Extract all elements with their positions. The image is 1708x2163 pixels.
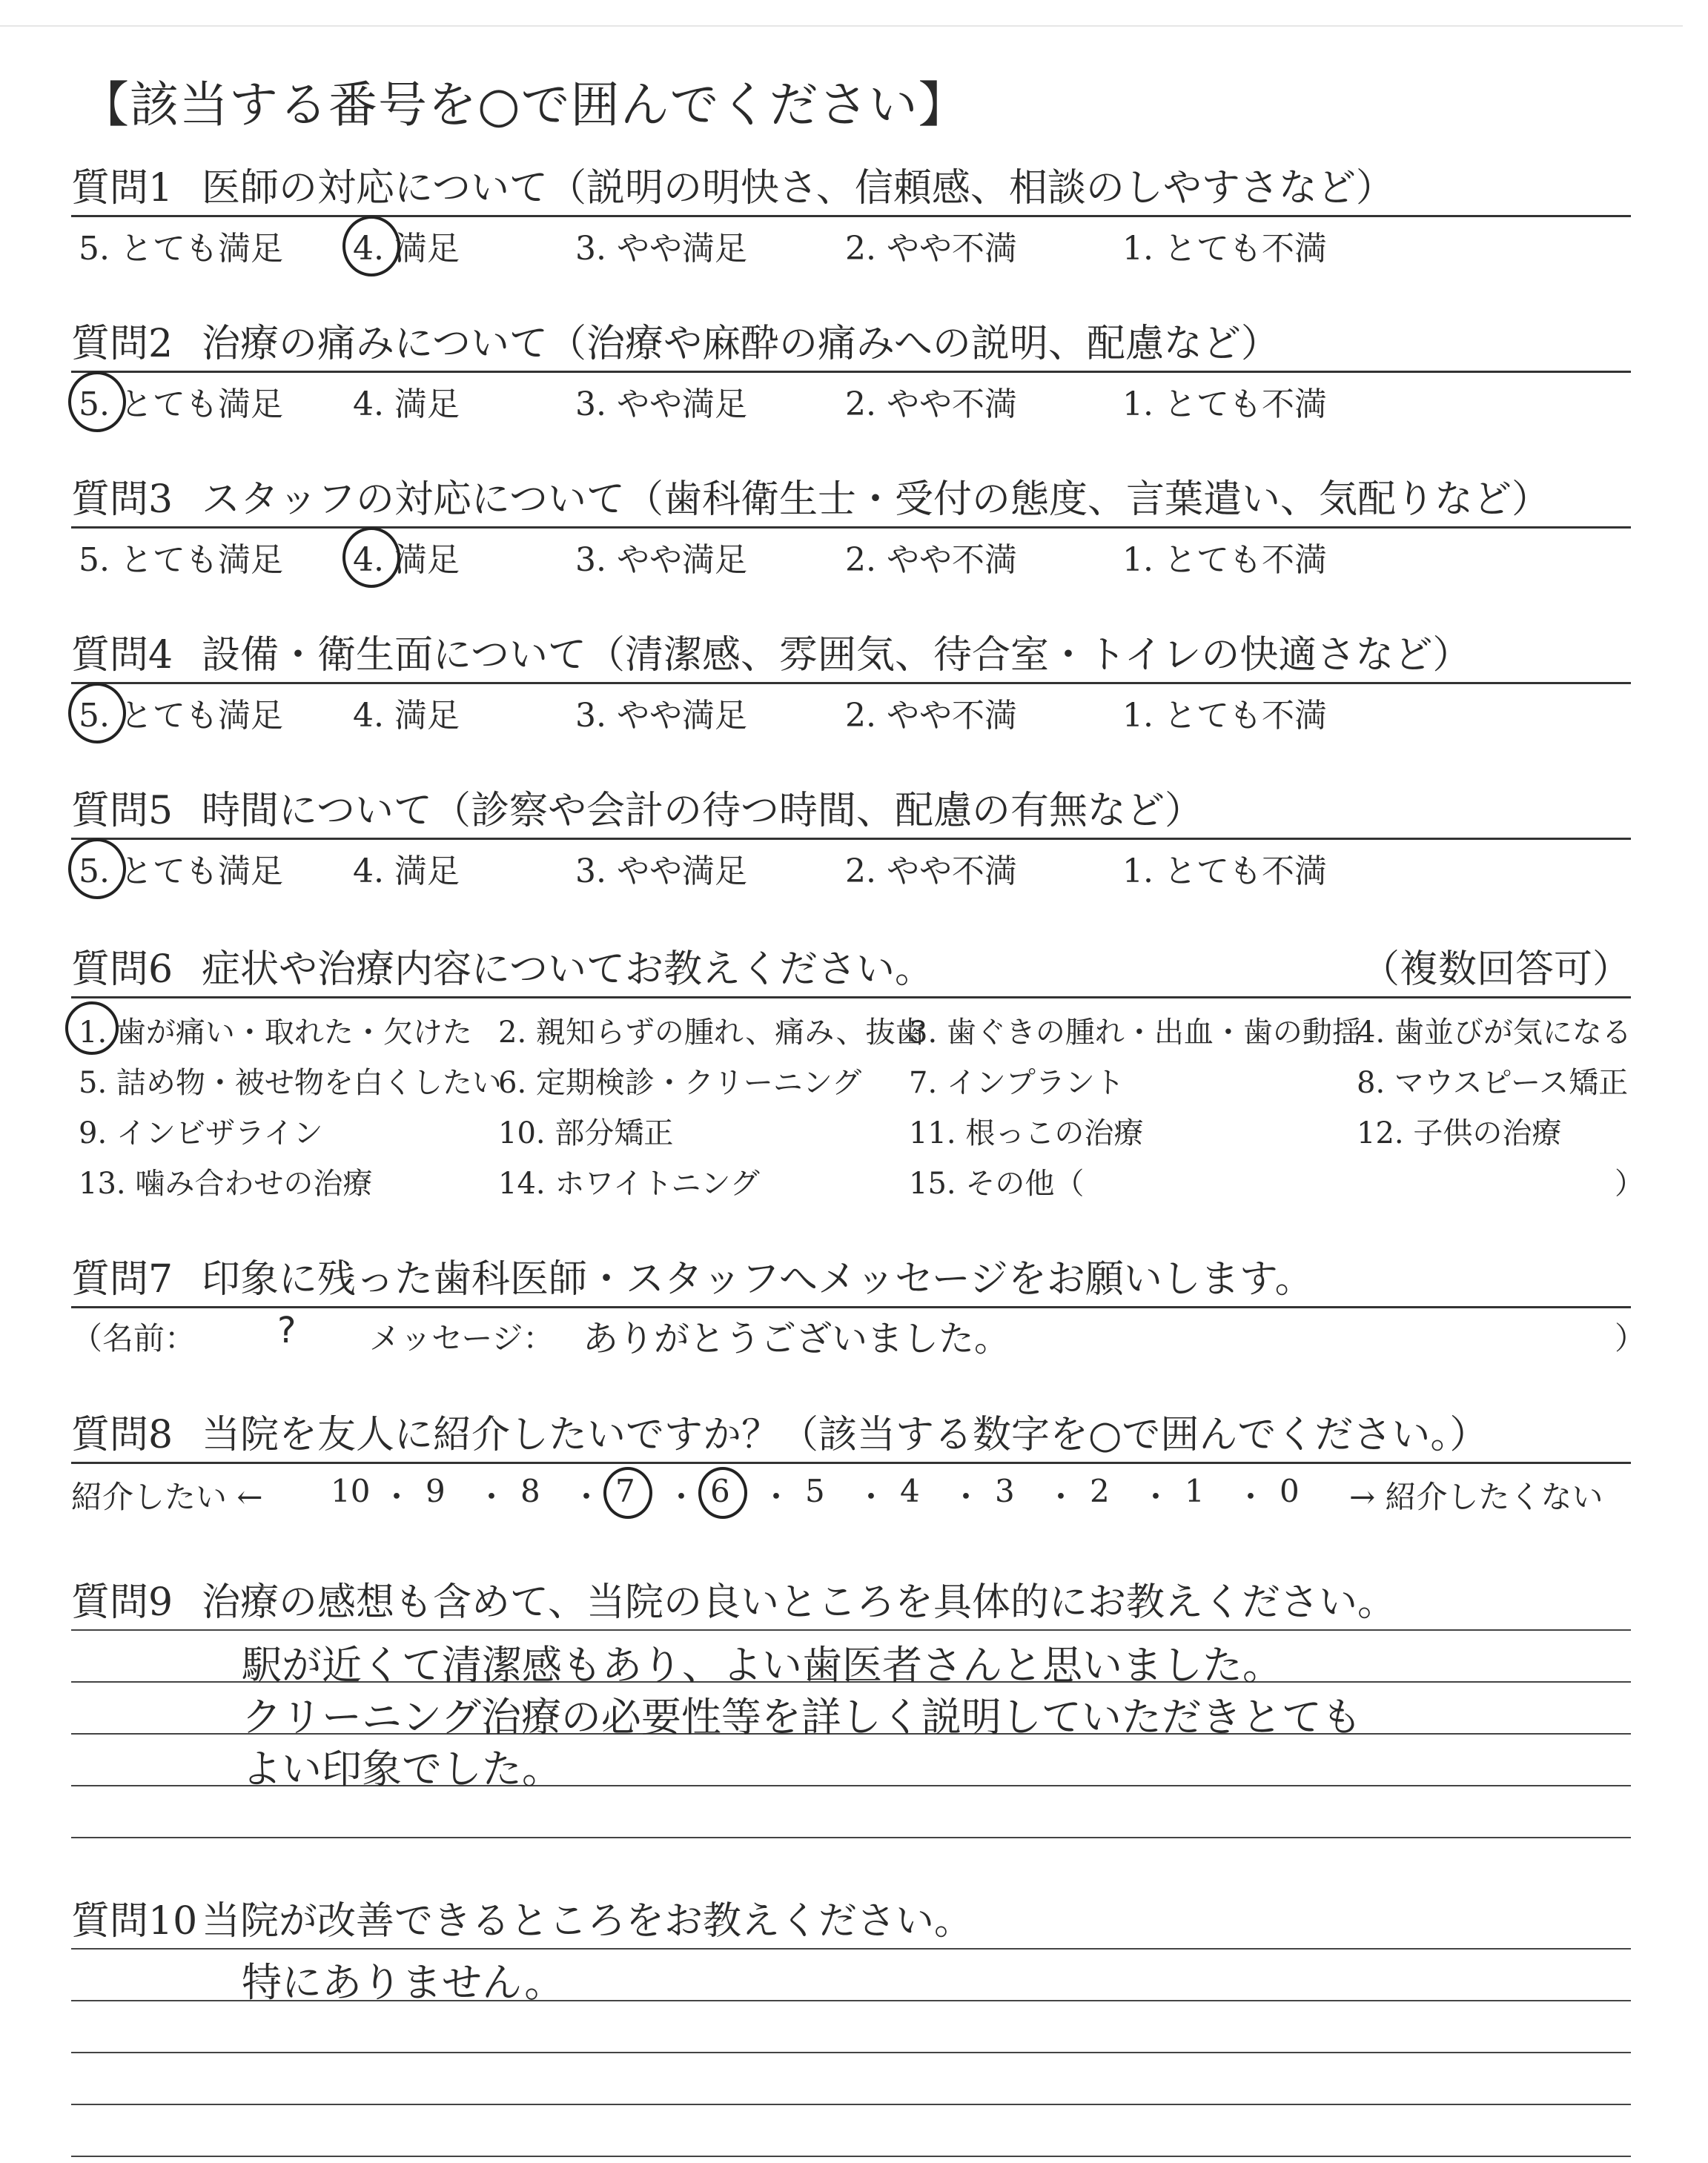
question-5 [71, 784, 1631, 892]
question-number: 質問4 [71, 633, 173, 678]
question-number: 質問3 [71, 477, 173, 522]
question-8 [71, 1408, 1631, 1522]
rating-option[interactable]: 2. やや不満 [845, 697, 1017, 735]
scale-separator: ・ [1235, 1479, 1267, 1515]
question-4 [71, 629, 1631, 736]
symptom-option[interactable]: 10. 部分矯正 [498, 1116, 674, 1150]
question-number: 質問1 [71, 166, 173, 211]
writing-line [71, 2156, 1631, 2157]
rating-option[interactable]: 2. やや不満 [845, 852, 1017, 890]
scale-right-label: → 紹介したくない [1349, 1479, 1603, 1515]
scale-number[interactable]: 4 [900, 1473, 920, 1509]
recommend-scale [71, 1464, 1631, 1522]
question-7 [71, 1253, 1646, 1360]
rating-options [71, 684, 1631, 736]
symptom-option[interactable]: 13. 噛み合わせの治療 [79, 1167, 373, 1201]
name-value: ? [277, 1310, 297, 1351]
question-number: 質問8 [71, 1413, 173, 1457]
scale-number[interactable]: 3 [995, 1473, 1015, 1509]
question-title: 当院が改善できるところをお教えください。 [202, 1899, 973, 1944]
symptom-option[interactable]: 7. インプラント [909, 1066, 1125, 1100]
top-border [0, 25, 1683, 27]
symptom-option[interactable]: 2. 親知らずの腫れ、痛み、抜歯 [498, 1016, 925, 1050]
question-title: 治療の感想も含めて、当院の良いところを具体的にお教えください。 [202, 1580, 1396, 1625]
rating-option[interactable]: 1. とても不満 [1122, 385, 1327, 423]
rating-option[interactable]: 3. やや満足 [575, 697, 747, 735]
symptom-option[interactable]: 9. インビザライン [79, 1116, 323, 1150]
writing-line [71, 1948, 1631, 1950]
rating-option[interactable]: 1. とても不満 [1122, 230, 1327, 268]
symptom-option[interactable]: 1. 歯が痛い・取れた・欠けた [79, 1009, 472, 1051]
question-title: スタッフの対応について（歯科衛生士・受付の態度、言葉遣い、気配りなど） [202, 477, 1550, 522]
message-value: ありがとうございました。 [583, 1318, 1010, 1359]
symptom-option[interactable]: 11. 根っこの治療 [909, 1116, 1144, 1150]
writing-line [71, 1629, 1631, 1631]
rating-option[interactable]: 5. とても満足 [79, 541, 283, 579]
instruction-header: 【該当する番号を○で囲んでください】 [80, 76, 968, 133]
writing-line [71, 2104, 1631, 2105]
writing-line [71, 2052, 1631, 2053]
rating-option-selected[interactable]: 5. とても満足 [79, 377, 283, 425]
question-number: 質問7 [71, 1257, 173, 1302]
symptom-option[interactable]: 6. 定期検診・クリーニング [498, 1066, 862, 1100]
rating-option-selected[interactable]: 5. とても満足 [79, 689, 283, 736]
rating-options [71, 840, 1631, 892]
symptom-option[interactable]: 15. その他（ [909, 1167, 1085, 1201]
question-title: 時間について（診察や会計の待つ時間、配慮の有無など） [202, 789, 1203, 833]
rating-option[interactable]: 4. 満足 [353, 697, 460, 735]
message-line [71, 1308, 1646, 1360]
rating-options [71, 529, 1631, 580]
handwritten-answer: 駅が近くて清潔感もあり、よい歯医者さんと思いました。 [242, 1642, 1282, 1689]
question-10 [71, 1895, 1631, 2163]
writing-line [71, 1837, 1631, 1838]
scale-left-label: 紹介したい ← [71, 1479, 263, 1515]
symptom-option[interactable]: 14. ホワイトニング [498, 1167, 760, 1201]
handwritten-answer: 特にありません。 [242, 1959, 565, 2006]
scale-number[interactable]: 6 [710, 1473, 730, 1509]
name-label: （名前： [71, 1320, 196, 1357]
scale-number[interactable]: 1 [1185, 1473, 1205, 1509]
scale-separator: ・ [571, 1479, 603, 1515]
scale-number[interactable]: 7 [615, 1473, 635, 1509]
message-label: メッセージ： [369, 1320, 555, 1357]
scale-number[interactable]: 10 [331, 1473, 371, 1509]
rating-option[interactable]: 1. とても不満 [1122, 852, 1327, 890]
question-title: 治療の痛みについて（治療や麻酔の痛みへの説明、配慮など） [202, 322, 1280, 366]
symptom-option[interactable]: 5. 詰め物・被せ物を白くしたい [79, 1066, 502, 1100]
question-number: 質問6 [71, 947, 173, 992]
question-number: 質問10 [71, 1899, 198, 1944]
rating-option[interactable]: 2. やや不満 [845, 385, 1017, 423]
rating-option[interactable]: 4. 満足 [353, 852, 460, 890]
rating-option-selected[interactable]: 4. 満足 [353, 533, 460, 580]
rating-option[interactable]: 3. やや満足 [575, 385, 747, 423]
rating-option[interactable]: 2. やや不満 [845, 541, 1017, 579]
multiple-answer-note: （複数回答可） [1360, 947, 1631, 992]
rating-option[interactable]: 3. やや満足 [575, 852, 747, 890]
question-title: 当院を友人に紹介したいですか？（該当する数字を○で囲んでください。） [202, 1413, 1489, 1457]
rating-option[interactable]: 4. 満足 [353, 385, 460, 423]
symptom-option[interactable]: 12. 子供の治療 [1357, 1116, 1562, 1150]
rating-option[interactable]: 3. やや満足 [575, 541, 747, 579]
question-3 [71, 473, 1631, 580]
scale-separator: ・ [761, 1479, 792, 1515]
rating-option[interactable]: 1. とても不満 [1122, 697, 1327, 735]
scale-separator: ・ [666, 1479, 698, 1515]
scale-separator: ・ [855, 1479, 887, 1515]
question-number: 質問2 [71, 322, 173, 366]
rating-option[interactable]: 1. とても不満 [1122, 541, 1327, 579]
scale-separator: ・ [381, 1479, 413, 1515]
question-9 [71, 1576, 1631, 1896]
handwritten-answer: クリーニング治療の必要性等を詳しく説明していただきとても [242, 1694, 1362, 1740]
rating-options [71, 373, 1631, 425]
scale-number[interactable]: 9 [426, 1473, 446, 1509]
question-number: 質問5 [71, 789, 173, 833]
rating-option[interactable]: 3. やや満足 [575, 230, 747, 268]
symptom-options [71, 998, 1644, 1206]
question-2 [71, 317, 1631, 425]
question-1 [71, 162, 1631, 269]
answer-lines [71, 1629, 1631, 1896]
question-title: 症状や治療内容についてお教えください。 [202, 947, 933, 992]
question-title: 印象に残った歯科医師・スタッフへメッセージをお願いします。 [202, 1257, 1314, 1302]
symptom-option[interactable]: 4. 歯並びが気になる [1357, 1016, 1632, 1050]
scale-number[interactable]: 5 [805, 1473, 825, 1509]
rating-option[interactable]: 2. やや不満 [845, 230, 1017, 268]
scale-number[interactable]: 8 [520, 1473, 540, 1509]
other-close-paren: ） [1615, 1167, 1644, 1201]
close-paren: ） [1615, 1320, 1646, 1357]
question-title: 医師の対応について（説明の明快さ、信頼感、相談のしやすさなど） [202, 166, 1394, 211]
rating-option[interactable]: 5. とても満足 [79, 230, 283, 268]
scale-separator: ・ [1045, 1479, 1077, 1515]
rating-option-selected[interactable]: 4. 満足 [353, 222, 460, 269]
rating-option-selected[interactable]: 5. とても満足 [79, 844, 283, 892]
scale-number[interactable]: 2 [1090, 1473, 1110, 1509]
scale-number[interactable]: 0 [1280, 1473, 1300, 1509]
answer-lines [71, 1948, 1631, 2163]
question-title: 設備・衛生面について（清潔感、雰囲気、待合室・トイレの快適さなど） [202, 633, 1472, 678]
symptom-option[interactable]: 3. 歯ぐきの腫れ・出血・歯の動揺 [909, 1016, 1362, 1050]
question-number: 質問9 [71, 1580, 173, 1625]
scale-separator: ・ [950, 1479, 982, 1515]
question-6 [71, 943, 1644, 1206]
rating-options [71, 217, 1631, 269]
scale-separator: ・ [476, 1479, 508, 1515]
handwritten-answer: よい印象でした。 [242, 1746, 562, 1792]
scale-separator: ・ [1140, 1479, 1172, 1515]
symptom-option[interactable]: 8. マウスピース矯正 [1357, 1066, 1629, 1100]
